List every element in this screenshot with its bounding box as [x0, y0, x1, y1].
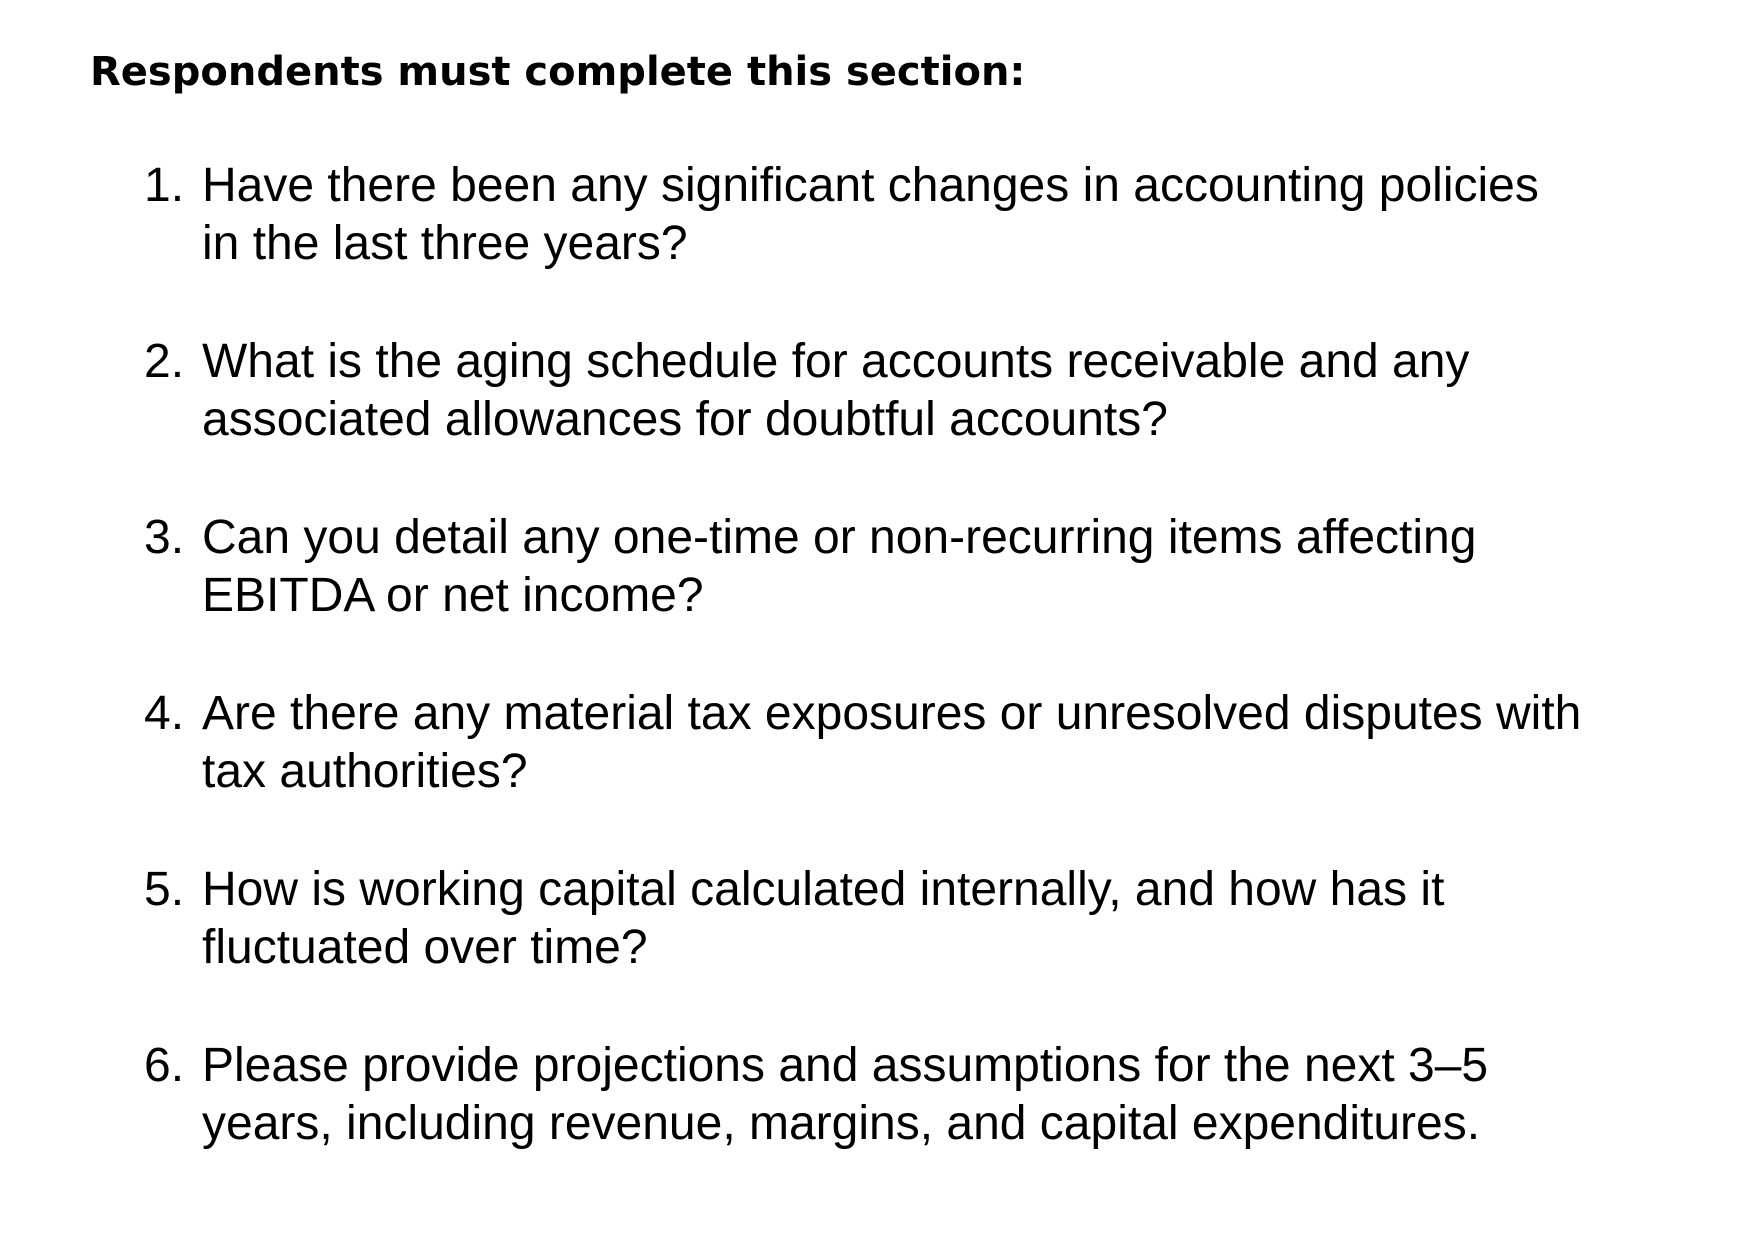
question-number: 4.	[144, 687, 185, 740]
question-list	[144, 157, 1644, 1153]
question-text: Have there been any significant changes in accounting policies in the last three years?	[202, 159, 1539, 270]
question-text: How is working capital calculated internally, and how has it fluctuated over time?	[202, 863, 1445, 974]
question-item	[144, 1037, 1644, 1153]
question-text: Are there any material tax exposures or unresolved disputes with tax authorities?	[202, 687, 1582, 798]
question-number: 3.	[144, 511, 185, 564]
question-text: Can you detail any one-time or non-recurring items affecting EBITDA or net income?	[202, 511, 1477, 622]
question-number: 1.	[144, 159, 185, 212]
section-heading: Respondents must complete this section:	[90, 49, 1026, 95]
question-number: 6.	[144, 1039, 185, 1092]
question-number: 5.	[144, 863, 185, 916]
question-item	[144, 685, 1644, 801]
question-item	[144, 861, 1644, 977]
question-text: What is the aging schedule for accounts receivable and any associated allowances for doubtful accounts?	[202, 335, 1470, 446]
question-number: 2.	[144, 335, 185, 388]
question-item	[144, 509, 1644, 625]
question-item	[144, 333, 1644, 449]
question-text: Please provide projections and assumptions for the next 3–5 years, including revenue, margins, and capital expenditures.	[202, 1039, 1489, 1150]
question-item	[144, 157, 1644, 273]
